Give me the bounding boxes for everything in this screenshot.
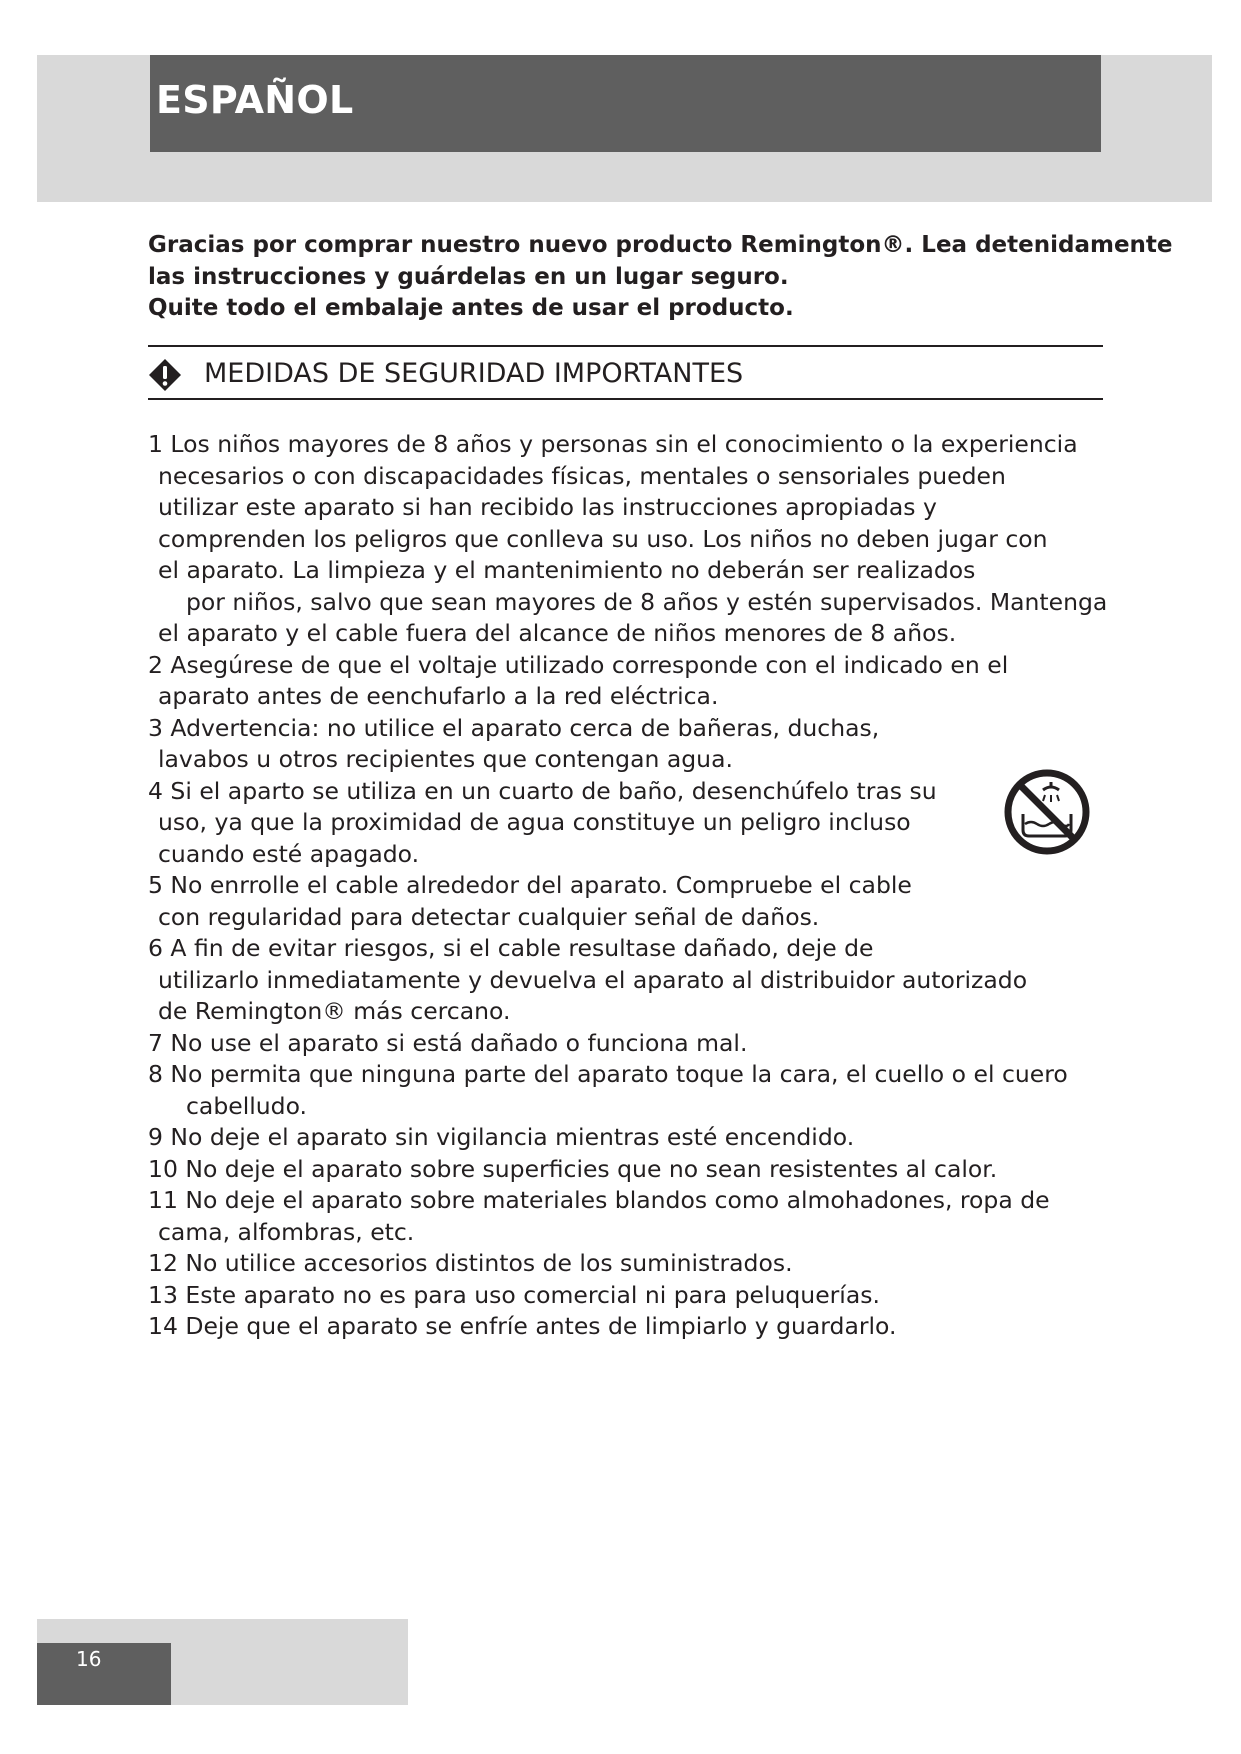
safety-list — [148, 429, 1108, 1343]
list-item-continuation: el aparato y el cable fuera del alcance de niños menores de 8 años. — [158, 619, 957, 647]
list-item-continuation: lavabos u otros recipientes que contengan agua. — [158, 745, 733, 773]
section-heading: MEDIDAS DE SEGURIDAD IMPORTANTES — [204, 358, 744, 389]
list-item-continuation: comprenden los peligros que conlleva su uso. Los niños no deben jugar con — [158, 524, 1048, 553]
list-item-continuation: cama, alfombras, etc. — [158, 1217, 415, 1246]
list-item: 8 No permita que ninguna parte del aparato toque la cara, el cuello o el cuero — [148, 1060, 1068, 1088]
warning-diamond-icon — [148, 358, 182, 392]
intro-line: Quite todo el embalaje antes de usar el producto. — [148, 295, 794, 321]
list-item-continuation: el aparato. La limpieza y el mantenimiento no deberán ser realizados — [158, 556, 976, 584]
list-item: 6 A fin de evitar riesgos, si el cable resultase dañado, deje de — [148, 934, 874, 962]
list-item-continuation: cuando esté apagado. — [158, 839, 420, 868]
intro-line: las instrucciones y guárdelas en un lugar seguro. — [148, 263, 789, 290]
no-bath-shower-icon — [1003, 768, 1091, 856]
list-item-continuation: utilizarlo inmediatamente y devuelva el aparato al distribuidor autorizado — [158, 965, 1028, 994]
footer-tab — [37, 1643, 171, 1705]
section-rule-bottom — [148, 398, 1103, 400]
list-item: 13 Este aparato no es para uso comercial ni para peluquerías. — [148, 1280, 880, 1309]
list-item: 14 Deje que el aparato se enfríe antes de limpiarlo y guardarlo. — [148, 1312, 897, 1340]
list-item: 5 No enrrolle el cable alrededor del aparato. Compruebe el cable — [148, 871, 912, 899]
list-item: 1 Los niños mayores de 8 años y personas sin el conocimiento o la experiencia — [148, 430, 1078, 458]
list-item-continuation: uso, ya que la proximidad de agua constituye un peligro incluso — [158, 808, 911, 836]
list-item-continuation: con regularidad para detectar cualquier señal de daños. — [158, 902, 820, 931]
list-item: 3 Advertencia: no utilice el aparato cerca de bañeras, duchas, — [148, 713, 880, 742]
list-item: 4 Si el aparto se utiliza en un cuarto de baño, desenchúfelo tras su — [148, 776, 937, 805]
list-item-continuation: de Remington® más cercano. — [158, 997, 511, 1025]
list-item: 10 No deje el aparato sobre superficies que no sean resistentes al calor. — [148, 1154, 998, 1183]
list-item: 2 Asegúrese de que el voltaje utilizado corresponde con el indicado en el — [148, 650, 1009, 679]
list-item: 12 No utilice accesorios distintos de los suministrados. — [148, 1249, 793, 1277]
intro-line: Gracias por comprar nuestro nuevo producto Remington®. Lea detenidamente — [148, 232, 1173, 258]
list-item: 7 No use el aparato si está dañado o funciona mal. — [148, 1028, 748, 1057]
page-number: 16 — [76, 1647, 102, 1671]
language-title: ESPAÑOL — [156, 78, 354, 122]
list-item-continuation: por niños, salvo que sean mayores de 8 años y estén supervisados. Mantenga — [186, 587, 1108, 616]
list-item: 9 No deje el aparato sin vigilancia mientras esté encendido. — [148, 1123, 855, 1151]
intro-text — [148, 230, 1173, 325]
list-item-continuation: cabelludo. — [186, 1091, 307, 1120]
list-item-continuation: necesarios o con discapacidades físicas, mentales o sensoriales pueden — [158, 461, 1006, 490]
section-rule-top — [148, 345, 1103, 347]
list-item: 11 No deje el aparato sobre materiales blandos como almohadones, ropa de — [148, 1186, 1050, 1214]
list-item-continuation: aparato antes de eenchufarlo a la red eléctrica. — [158, 682, 719, 710]
list-item-continuation: utilizar este aparato si han recibido las instrucciones apropiadas y — [158, 493, 937, 521]
